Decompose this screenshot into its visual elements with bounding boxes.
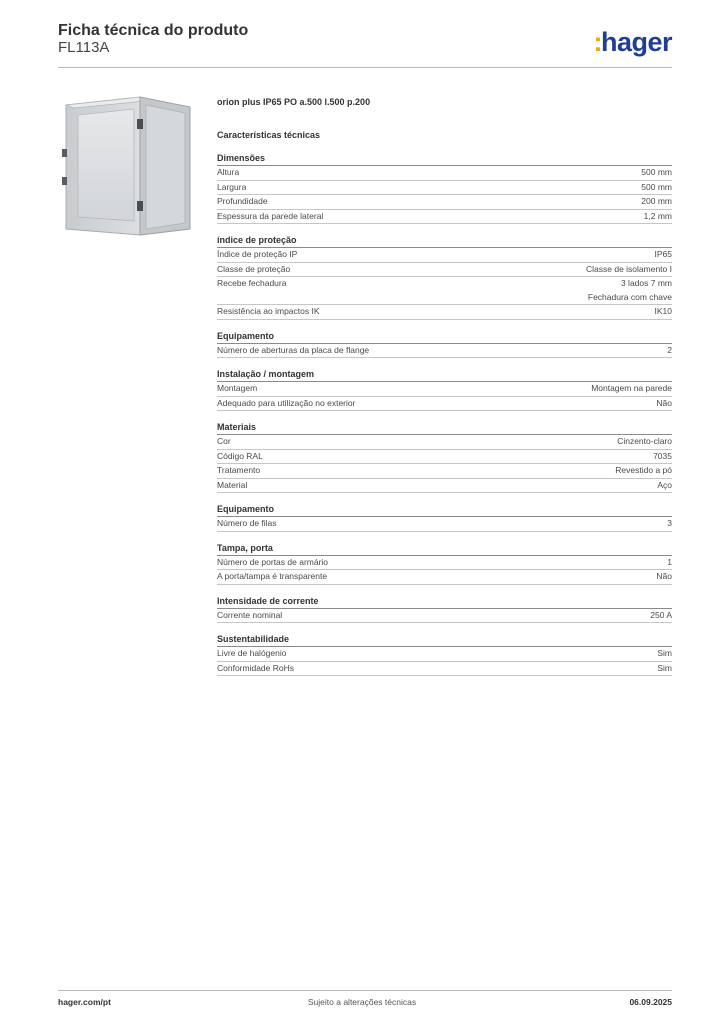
spec-value: IK10	[654, 306, 672, 316]
spec-label: Material	[217, 479, 248, 490]
spec-section	[217, 543, 672, 585]
page-title: Ficha técnica do produto	[58, 22, 249, 39]
section-title: Sustentabilidade	[217, 634, 672, 647]
spec-label: Número de filas	[217, 518, 277, 528]
spec-value: IP65	[654, 249, 672, 259]
logo-text: hager	[600, 27, 672, 57]
spec-label: Altura	[217, 167, 240, 177]
spec-row	[217, 517, 672, 532]
spec-row	[217, 166, 672, 181]
spec-label: Montagem	[217, 383, 258, 393]
header-divider	[58, 67, 672, 68]
spec-label: Resistência ao impactos IK	[217, 306, 320, 316]
spec-label: Largura	[217, 181, 247, 192]
section-title: Intensidade de corrente	[217, 596, 672, 609]
spec-value: 1	[667, 556, 672, 567]
spec-label: Recebe fechadura	[217, 278, 287, 288]
footer-notice: Sujeito a alterações técnicas	[307, 997, 417, 1007]
spec-row	[217, 435, 672, 450]
spec-label: Livre de halógenio	[217, 648, 287, 658]
spec-row	[217, 382, 672, 397]
product-code: FL113A	[58, 39, 110, 56]
spec-section	[217, 331, 672, 359]
spec-label: Corrente nominal	[217, 609, 283, 620]
spec-row	[217, 210, 672, 225]
spec-label: Adequado para utilização no exterior	[217, 397, 356, 408]
spec-sections	[217, 153, 672, 676]
spec-row	[217, 248, 672, 263]
footer-divider	[58, 990, 672, 991]
spec-label: Código RAL	[217, 450, 263, 461]
spec-value: 2	[667, 344, 672, 355]
spec-value: Classe de isolamento I	[586, 263, 672, 274]
spec-label: Cor	[217, 436, 231, 446]
spec-label: Número de aberturas da placa de flange	[217, 344, 370, 355]
spec-value: Não	[656, 397, 672, 408]
spec-section	[217, 369, 672, 411]
spec-content	[217, 97, 672, 687]
spec-row	[217, 305, 672, 320]
spec-label: Índice de proteção IP	[217, 249, 298, 259]
spec-value: Revestido a pó	[615, 465, 672, 475]
spec-value: Cinzento-claro	[617, 436, 672, 446]
logo-colon: :	[593, 27, 602, 57]
spec-row	[217, 450, 672, 465]
spec-label: A porta/tampa é transparente	[217, 571, 328, 581]
spec-row	[217, 609, 672, 624]
spec-value: Sim	[657, 648, 672, 658]
spec-value: Sim	[657, 662, 672, 673]
spec-value: Aço	[657, 479, 672, 490]
hager-logo[interactable]	[593, 27, 672, 58]
spec-row	[217, 647, 672, 662]
spec-value: 7035	[653, 450, 672, 461]
spec-value: Montagem na parede	[591, 383, 672, 393]
section-title: índice de proteção	[217, 235, 672, 248]
spec-value: 250 A	[650, 609, 672, 620]
tech-heading: Características técnicas	[217, 130, 321, 140]
spec-row	[217, 344, 672, 359]
spec-label: Profundidade	[217, 196, 268, 206]
spec-section	[217, 504, 672, 532]
section-title: Equipamento	[217, 331, 672, 344]
footer-website[interactable]: hager.com/pt	[58, 997, 111, 1007]
spec-row	[217, 181, 672, 196]
section-title: Dimensões	[217, 153, 672, 166]
spec-section	[217, 634, 672, 676]
spec-section	[217, 235, 672, 320]
spec-row	[217, 570, 672, 585]
spec-value: 1,2 mm	[643, 210, 672, 221]
spec-value: Não	[656, 571, 672, 581]
spec-row	[217, 556, 672, 571]
electrical-cabinet-image	[58, 93, 203, 238]
section-title: Tampa, porta	[217, 543, 672, 556]
spec-row	[217, 263, 672, 278]
spec-row	[217, 195, 672, 210]
spec-row	[217, 662, 672, 677]
spec-row	[217, 464, 672, 479]
section-title: Instalação / montagem	[217, 369, 672, 382]
spec-section	[217, 596, 672, 624]
spec-label: Classe de proteção	[217, 263, 291, 274]
spec-label: Conformidade RoHs	[217, 662, 295, 673]
spec-row	[217, 277, 672, 305]
spec-value: 500 mm	[641, 181, 672, 192]
spec-label: Número de portas de armário	[217, 556, 329, 567]
section-title: Materiais	[217, 422, 672, 435]
spec-label: Tratamento	[217, 465, 261, 475]
section-title: Equipamento	[217, 504, 672, 517]
product-name: orion plus IP65 PO a.500 l.500 p.200	[217, 97, 371, 107]
spec-value: 3 lados 7 mm Fechadura com chave	[587, 278, 672, 302]
spec-row	[217, 479, 672, 494]
spec-value: 500 mm	[641, 167, 672, 177]
spec-section	[217, 153, 672, 224]
spec-section	[217, 422, 672, 493]
spec-row	[217, 397, 672, 412]
spec-label: Espessura da parede lateral	[217, 210, 324, 221]
spec-value: 200 mm	[641, 196, 672, 206]
spec-value: 3	[667, 518, 672, 528]
footer-date: 06.09.2025	[629, 997, 672, 1007]
